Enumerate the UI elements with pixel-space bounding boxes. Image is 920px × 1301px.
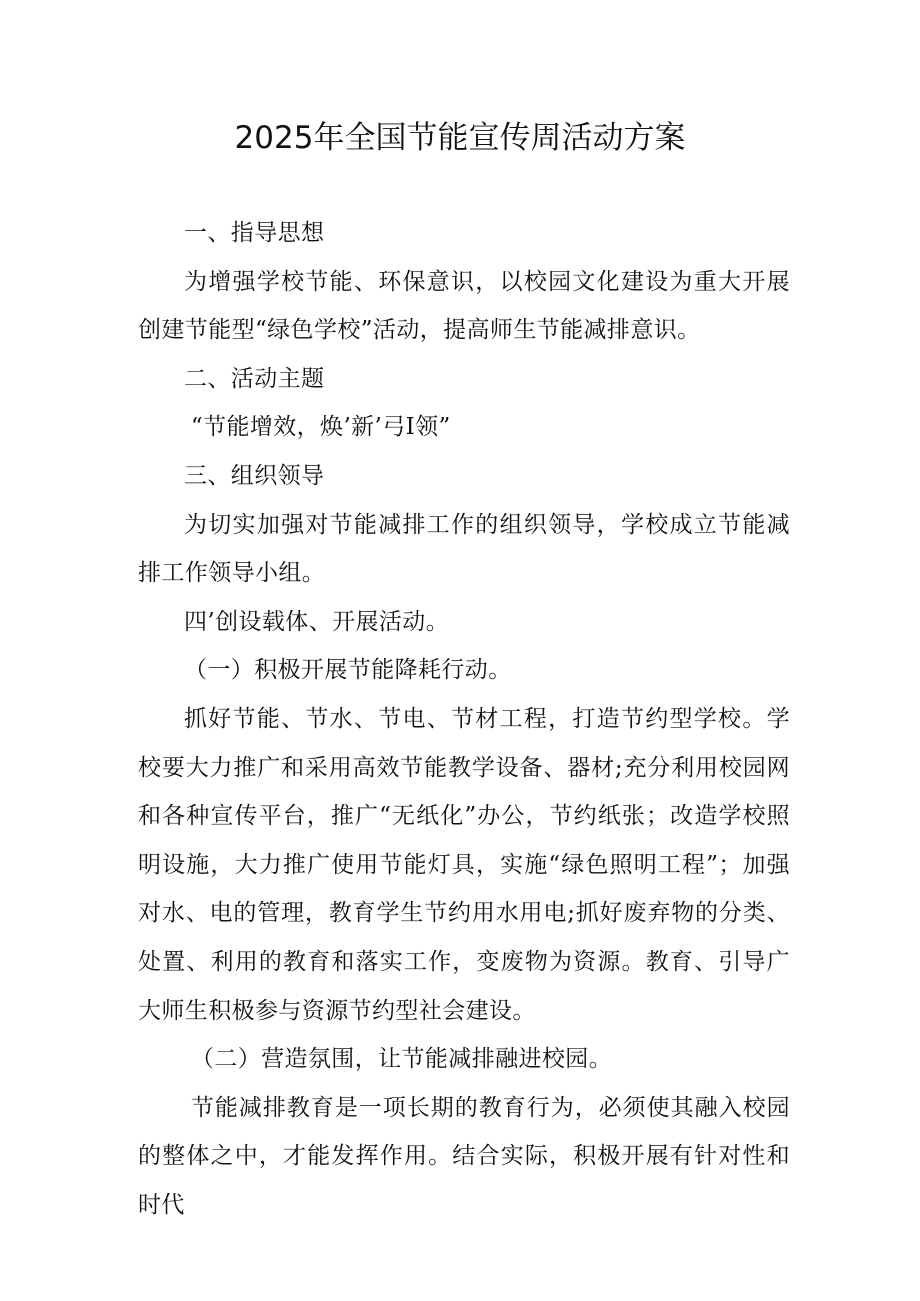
- section-heading-guiding-ideology: 一、指导思想: [184, 220, 325, 246]
- document-title: 2025年全国节能宣传周活动方案: [234, 120, 686, 156]
- subsection-heading-energy-saving: （一）积极开展节能降耗行动。: [184, 657, 512, 684]
- paragraph-leadership: 为切实加强对节能减排工作的组织领导，学校成立节能减排工作领导小组。: [138, 511, 790, 587]
- section-heading-leadership: 三、组织领导: [184, 462, 325, 489]
- section-heading-theme: 二、活动主题: [184, 365, 325, 392]
- paragraph-theme-slogan: “节能增效，焕’新’弓I领”: [190, 414, 451, 441]
- paragraph-energy-saving: 抓好节能、节水、节电、节材工程，打造节约型学校。学校要大力推广和采用高效节能教学设备、器材;充分利用校园网和各种宣传平台，推广“无纸化”办公，节约纸张；改造学校照明设施，大力推广使用节能灯具，实施“绿色照明工程”；加强对水、电的管理，教育学生节约用水用电;抓好废弃物的分类、处置、利用的教育和落实工作，变废物为资源。教育、引导广大师生积极参与资源节约型社会建设。: [138, 705, 790, 1024]
- paragraph-atmosphere: 节能减排教育是一项长期的教育行为，必须使其融入校园的整体之中，才能发挥作用。结合实际，积极开展有针对性和时代: [138, 1094, 790, 1218]
- document-body: [138, 209, 790, 1229]
- subsection-heading-atmosphere: （二）营造氛围，让节能减排融进校园。: [190, 1046, 613, 1073]
- section-heading-activities: 四’创设载体、开展活动。: [184, 608, 450, 635]
- paragraph-guiding-ideology: 为增强学校节能、环保意识，以校园文化建设为重大开展创建节能型“绿色学校”活动，提高师生节能减排意识。: [138, 268, 790, 344]
